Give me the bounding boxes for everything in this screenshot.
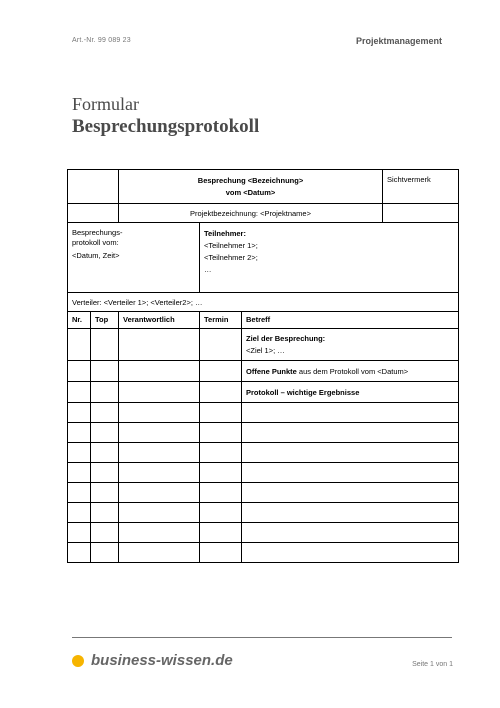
table-cell [91, 443, 119, 463]
column-header: Nr. [68, 312, 91, 329]
table-row [68, 361, 459, 382]
column-header: Termin [200, 312, 242, 329]
column-header: Top [91, 312, 119, 329]
goal-title: Ziel der Besprechung: [246, 334, 326, 343]
table-header [68, 312, 459, 329]
category-label: Projektmanagement [355, 36, 442, 46]
protocol-form [67, 169, 459, 563]
table-cell [91, 483, 119, 503]
meeting-date: vom <Datum> [225, 188, 276, 197]
table-cell [119, 543, 200, 563]
table-cell [242, 503, 459, 523]
distribution-row [68, 293, 459, 312]
table-cell [91, 423, 119, 443]
table-cell [200, 403, 242, 423]
table-cell [91, 463, 119, 483]
table-cell [91, 329, 119, 361]
protocol-label: protokoll vom: [72, 237, 119, 247]
table-cell [200, 361, 242, 382]
table-cell [242, 443, 459, 463]
open-points-label: Offene Punkte [246, 366, 297, 376]
open-points-cell [242, 361, 459, 382]
table-cell [119, 503, 200, 523]
approval-cell: Sichtvermerk [383, 170, 459, 204]
protocol-label: Besprechungs- [72, 228, 123, 237]
table-row [68, 423, 459, 443]
participant: <Teilnehmer 1>; [204, 241, 258, 250]
table-cell [68, 382, 91, 403]
participants-row [68, 223, 459, 293]
meeting-cell [119, 170, 383, 204]
table-cell [91, 361, 119, 382]
table-row [68, 443, 459, 463]
table-cell [68, 503, 91, 523]
table-cell [91, 403, 119, 423]
participants-cell [200, 223, 459, 293]
column-header: Verantwortlich [119, 312, 200, 329]
protocol-date-cell [68, 223, 200, 293]
table-cell [242, 523, 459, 543]
empty-cell [383, 204, 459, 223]
table-row [68, 382, 459, 403]
participant: <Teilnehmer 2>; [204, 253, 258, 262]
participants-more: … [204, 265, 212, 274]
participants-title: Teilnehmer: [204, 229, 246, 238]
table-cell [119, 329, 200, 361]
table-cell [242, 463, 459, 483]
table-cell [200, 443, 242, 463]
protocol-date: <Datum, Zeit> [72, 251, 120, 260]
project-row [68, 204, 459, 223]
table-cell [200, 329, 242, 361]
table-cell [119, 382, 200, 403]
form-type-title: Formular [72, 94, 139, 114]
table-cell [68, 423, 91, 443]
table-cell [242, 483, 459, 503]
table-cell [119, 443, 200, 463]
table-row [68, 463, 459, 483]
article-number: Art.-Nr. 99 089 23 [72, 37, 131, 44]
document-title: Besprechungsprotokoll [72, 116, 260, 137]
table-cell [68, 463, 91, 483]
table-cell [200, 382, 242, 403]
table-cell [200, 483, 242, 503]
table-row [68, 543, 459, 563]
table-cell [119, 523, 200, 543]
table-cell [200, 543, 242, 563]
table-cell [200, 423, 242, 443]
footer-divider [72, 637, 452, 638]
project-name: Projektbezeichnung: <Projektname> [119, 204, 383, 223]
table-cell [119, 483, 200, 503]
table-cell [200, 463, 242, 483]
goal-cell [242, 329, 459, 361]
distribution-list: Verteiler: <Verteiler 1>; <Verteiler2>; … [68, 293, 459, 312]
table-cell [200, 503, 242, 523]
table-cell [91, 382, 119, 403]
table-row [68, 403, 459, 423]
table-cell [91, 523, 119, 543]
table-cell [200, 523, 242, 543]
open-points-text: aus dem Protokoll vom <Datum> [296, 366, 409, 376]
logo-dot-icon [72, 655, 84, 667]
table-row [68, 523, 459, 543]
table-cell [68, 329, 91, 361]
table-cell [119, 423, 200, 443]
results-cell: Protokoll – wichtige Ergebnisse [242, 382, 459, 403]
page-number: Seite 1 von 1 [412, 661, 453, 668]
table-row [68, 329, 459, 361]
empty-cell [68, 204, 119, 223]
table-cell [242, 403, 459, 423]
table-cell [68, 543, 91, 563]
table-cell [68, 443, 91, 463]
goal-item: <Ziel 1>; … [246, 346, 285, 355]
table-cell [91, 503, 119, 523]
table-row [68, 503, 459, 523]
table-cell [242, 423, 459, 443]
meeting-row [68, 170, 459, 204]
empty-cell [68, 170, 119, 204]
table-row [68, 483, 459, 503]
table-cell [119, 361, 200, 382]
table-cell [68, 483, 91, 503]
table-cell [68, 361, 91, 382]
logo-text[interactable]: business-wissen.de [91, 652, 233, 669]
meeting-name: Besprechung <Bezeichnung> [197, 176, 304, 185]
table-cell [119, 403, 200, 423]
table-cell [68, 523, 91, 543]
table-cell [91, 543, 119, 563]
table-cell [119, 463, 200, 483]
column-header: Betreff [242, 312, 459, 329]
table-cell [68, 403, 91, 423]
table-cell [242, 543, 459, 563]
